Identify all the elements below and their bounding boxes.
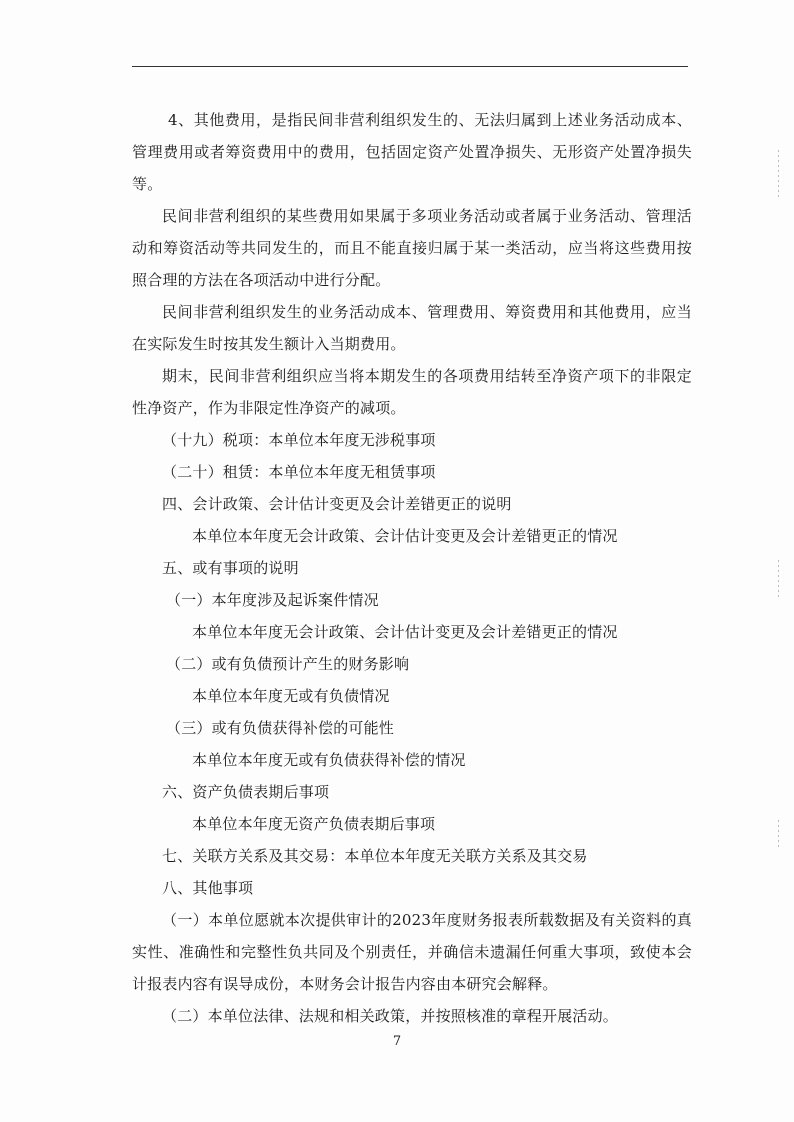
- scan-edge-mark: [778, 560, 779, 600]
- scan-edge-mark: [778, 150, 779, 200]
- section-6-body: 本单位本年度无资产负债表期后事项: [192, 815, 436, 833]
- subsection-5-2-body: 本单位本年度无或有负债情况: [192, 687, 390, 705]
- heading-section-8: 八、其他事项: [162, 879, 254, 897]
- paragraph-other-expenses: 4、其他费用，是指民间非营利组织发生的、无法归属到上述业务活动成本、管理费用或者筹资费用中的费用，包括固定资产处置净损失、无形资产处置净损失等。: [132, 111, 692, 193]
- subheading-5-2: （二）或有负债预计产生的财务影响: [166, 655, 410, 673]
- scan-edge-mark: [778, 820, 779, 850]
- section-tax: （十九）税项：本单位本年度无涉税事项: [162, 431, 436, 449]
- heading-section-7: 七、关联方关系及其交易：本单位本年度无关联方关系及其交易: [162, 847, 588, 865]
- section-4-body: 本单位本年度无会计政策、会计估计变更及会计差错更正的情况: [192, 527, 618, 545]
- header-rule: [132, 66, 688, 67]
- section-lease: （二十）租赁：本单位本年度无租赁事项: [162, 463, 436, 481]
- subsection-5-3-body: 本单位本年度无或有负债获得补偿的情况: [192, 751, 466, 769]
- heading-section-5: 五、或有事项的说明: [162, 559, 299, 577]
- subheading-5-1: （一）本年度涉及起诉案件情况: [166, 591, 379, 609]
- subsection-8-2: （二）本单位法律、法规和相关政策，并按照核准的章程开展活动。: [162, 1007, 619, 1025]
- paragraph-8-1: （一）本单位愿就本次提供审计的2023年度财务报表所载数据及有关资料的真实性、准确性和完整性负共同及个别责任，并确信未遗漏任何重大事项，致使本会计报表内容有误导成份，本财务会计报告内容由本研究会解释。: [132, 911, 692, 993]
- heading-section-6: 六、资产负债表期后事项: [162, 783, 330, 801]
- subsection-5-1-body: 本单位本年度无会计政策、会计估计变更及会计差错更正的情况: [192, 623, 618, 641]
- paragraph-expense-allocation: 民间非营利组织的某些费用如果属于多项业务活动或者属于业务活动、管理活动和筹资活动等共同发生的，而且不能直接归属于某一类活动，应当将这些费用按照合理的方法在各项活动中进行分配。: [132, 207, 692, 289]
- document-body: [132, 104, 692, 1032]
- subheading-5-3: （三）或有负债获得补偿的可能性: [166, 719, 395, 737]
- paragraph-period-end: 期末，民间非营利组织应当将本期发生的各项费用结转至净资产项下的非限定性净资产，作为非限定性净资产的减项。: [132, 367, 692, 417]
- page-number: 7: [392, 1034, 402, 1049]
- heading-section-4: 四、会计政策、会计估计变更及会计差错更正的说明: [162, 495, 512, 513]
- paragraph-expense-recognition: 民间非营利组织发生的业务活动成本、管理费用、筹资费用和其他费用，应当在实际发生时按其发生额计入当期费用。: [132, 303, 692, 353]
